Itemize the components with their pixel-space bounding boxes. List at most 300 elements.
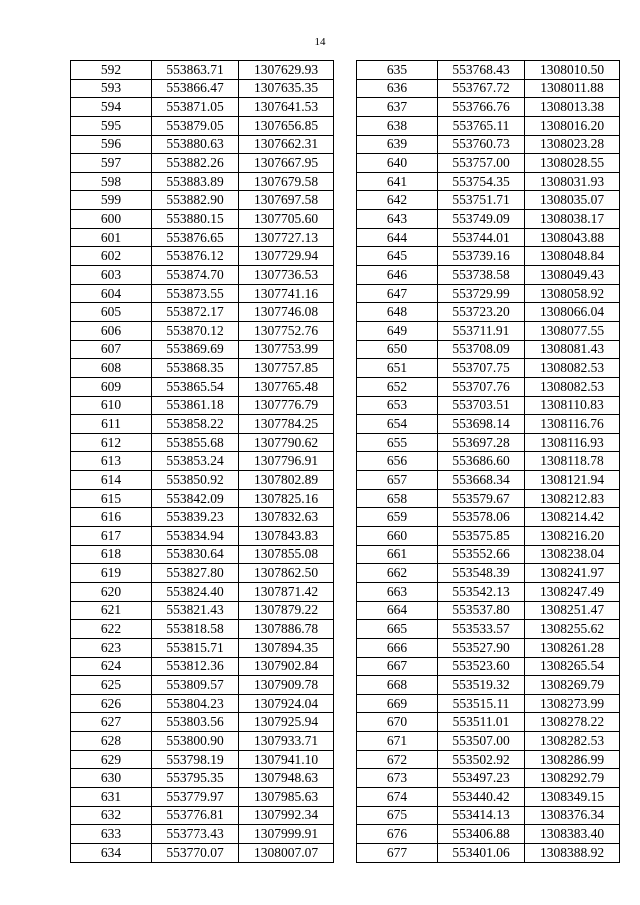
x-coordinate-cell: 553880.63 — [152, 135, 239, 154]
x-coordinate-cell: 553869.69 — [152, 340, 239, 359]
y-coordinate-cell: 1308247.49 — [525, 582, 620, 601]
point-number-cell: 595 — [71, 116, 152, 135]
table-row — [357, 154, 620, 173]
point-number-cell: 617 — [71, 527, 152, 546]
y-coordinate-cell: 1307753.99 — [239, 340, 334, 359]
point-number-cell: 648 — [357, 303, 438, 322]
table-row — [71, 266, 334, 285]
point-number-cell: 602 — [71, 247, 152, 266]
x-coordinate-cell: 553440.42 — [438, 787, 525, 806]
table-row — [357, 210, 620, 229]
table-row — [71, 564, 334, 583]
x-coordinate-cell: 553519.32 — [438, 676, 525, 695]
y-coordinate-cell: 1307948.63 — [239, 769, 334, 788]
y-coordinate-cell: 1308011.88 — [525, 79, 620, 98]
x-coordinate-cell: 553523.60 — [438, 657, 525, 676]
x-coordinate-cell: 553804.23 — [152, 694, 239, 713]
x-coordinate-cell: 553575.85 — [438, 527, 525, 546]
x-coordinate-cell: 553537.80 — [438, 601, 525, 620]
x-coordinate-cell: 553744.01 — [438, 228, 525, 247]
table-row — [71, 303, 334, 322]
x-coordinate-cell: 553739.16 — [438, 247, 525, 266]
y-coordinate-cell: 1308066.04 — [525, 303, 620, 322]
x-coordinate-cell: 553738.58 — [438, 266, 525, 285]
point-number-cell: 666 — [357, 638, 438, 657]
point-number-cell: 616 — [71, 508, 152, 527]
point-number-cell: 659 — [357, 508, 438, 527]
point-number-cell: 593 — [71, 79, 152, 98]
table-row — [71, 620, 334, 639]
y-coordinate-cell: 1307729.94 — [239, 247, 334, 266]
point-number-cell: 597 — [71, 154, 152, 173]
x-coordinate-cell: 553768.43 — [438, 61, 525, 80]
point-number-cell: 640 — [357, 154, 438, 173]
y-coordinate-cell: 1307705.60 — [239, 210, 334, 229]
point-number-cell: 657 — [357, 471, 438, 490]
table-row — [71, 527, 334, 546]
point-number-cell: 633 — [71, 825, 152, 844]
table-row — [357, 676, 620, 695]
table-row — [357, 787, 620, 806]
table-row — [357, 359, 620, 378]
point-number-cell: 611 — [71, 415, 152, 434]
table-row — [357, 266, 620, 285]
table-row — [71, 582, 334, 601]
x-coordinate-cell: 553853.24 — [152, 452, 239, 471]
y-coordinate-cell: 1308286.99 — [525, 750, 620, 769]
table-row — [71, 806, 334, 825]
x-coordinate-cell: 553751.71 — [438, 191, 525, 210]
point-number-cell: 654 — [357, 415, 438, 434]
point-number-cell: 655 — [357, 433, 438, 452]
y-coordinate-cell: 1308118.78 — [525, 452, 620, 471]
x-coordinate-cell: 553865.54 — [152, 377, 239, 396]
table-row — [357, 415, 620, 434]
y-coordinate-cell: 1307765.48 — [239, 377, 334, 396]
x-coordinate-cell: 553698.14 — [438, 415, 525, 434]
point-number-cell: 635 — [357, 61, 438, 80]
table-row — [71, 489, 334, 508]
point-number-cell: 670 — [357, 713, 438, 732]
y-coordinate-cell: 1307635.35 — [239, 79, 334, 98]
table-row — [71, 247, 334, 266]
x-coordinate-cell: 553766.76 — [438, 98, 525, 117]
point-number-cell: 651 — [357, 359, 438, 378]
x-coordinate-cell: 553863.71 — [152, 61, 239, 80]
point-number-cell: 665 — [357, 620, 438, 639]
x-coordinate-cell: 553842.09 — [152, 489, 239, 508]
y-coordinate-cell: 1307902.84 — [239, 657, 334, 676]
x-coordinate-cell: 553858.22 — [152, 415, 239, 434]
table-row — [71, 843, 334, 862]
x-coordinate-cell: 553707.76 — [438, 377, 525, 396]
y-coordinate-cell: 1308216.20 — [525, 527, 620, 546]
point-number-cell: 673 — [357, 769, 438, 788]
x-coordinate-cell: 553824.40 — [152, 582, 239, 601]
y-coordinate-cell: 1308013.38 — [525, 98, 620, 117]
point-number-cell: 615 — [71, 489, 152, 508]
point-number-cell: 645 — [357, 247, 438, 266]
y-coordinate-cell: 1307999.91 — [239, 825, 334, 844]
point-number-cell: 612 — [71, 433, 152, 452]
table-row — [71, 433, 334, 452]
table-row — [357, 228, 620, 247]
point-number-cell: 668 — [357, 676, 438, 695]
table-row — [357, 489, 620, 508]
point-number-cell: 624 — [71, 657, 152, 676]
x-coordinate-cell: 553770.07 — [152, 843, 239, 862]
y-coordinate-cell: 1308077.55 — [525, 321, 620, 340]
x-coordinate-cell: 553866.47 — [152, 79, 239, 98]
y-coordinate-cell: 1307832.63 — [239, 508, 334, 527]
point-number-cell: 632 — [71, 806, 152, 825]
point-number-cell: 598 — [71, 172, 152, 191]
point-number-cell: 667 — [357, 657, 438, 676]
x-coordinate-cell: 553578.06 — [438, 508, 525, 527]
point-number-cell: 627 — [71, 713, 152, 732]
x-coordinate-cell: 553839.23 — [152, 508, 239, 527]
point-number-cell: 675 — [357, 806, 438, 825]
table-row — [71, 415, 334, 434]
table-row — [357, 508, 620, 527]
point-number-cell: 607 — [71, 340, 152, 359]
point-number-cell: 620 — [71, 582, 152, 601]
y-coordinate-cell: 1307667.95 — [239, 154, 334, 173]
table-row — [357, 452, 620, 471]
point-number-cell: 599 — [71, 191, 152, 210]
y-coordinate-cell: 1307679.58 — [239, 172, 334, 191]
x-coordinate-cell: 553882.90 — [152, 191, 239, 210]
x-coordinate-cell: 553830.64 — [152, 545, 239, 564]
point-number-cell: 630 — [71, 769, 152, 788]
table-row — [71, 284, 334, 303]
table-row — [357, 527, 620, 546]
x-coordinate-cell: 553711.91 — [438, 321, 525, 340]
x-coordinate-cell: 553883.89 — [152, 172, 239, 191]
x-coordinate-cell: 553414.13 — [438, 806, 525, 825]
x-coordinate-cell: 553668.34 — [438, 471, 525, 490]
y-coordinate-cell: 1308058.92 — [525, 284, 620, 303]
table-row — [71, 396, 334, 415]
x-coordinate-cell: 553873.55 — [152, 284, 239, 303]
y-coordinate-cell: 1307776.79 — [239, 396, 334, 415]
y-coordinate-cell: 1308023.28 — [525, 135, 620, 154]
x-coordinate-cell: 553834.94 — [152, 527, 239, 546]
point-number-cell: 621 — [71, 601, 152, 620]
x-coordinate-cell: 553703.51 — [438, 396, 525, 415]
table-row — [71, 601, 334, 620]
y-coordinate-cell: 1307662.31 — [239, 135, 334, 154]
y-coordinate-cell: 1307941.10 — [239, 750, 334, 769]
page-number: 14 — [314, 36, 326, 48]
point-number-cell: 638 — [357, 116, 438, 135]
x-coordinate-cell: 553707.75 — [438, 359, 525, 378]
y-coordinate-cell: 1307925.94 — [239, 713, 334, 732]
x-coordinate-cell: 553757.00 — [438, 154, 525, 173]
x-coordinate-cell: 553754.35 — [438, 172, 525, 191]
x-coordinate-cell: 553800.90 — [152, 732, 239, 751]
y-coordinate-cell: 1307746.08 — [239, 303, 334, 322]
y-coordinate-cell: 1307862.50 — [239, 564, 334, 583]
x-coordinate-cell: 553827.80 — [152, 564, 239, 583]
x-coordinate-cell: 553548.39 — [438, 564, 525, 583]
point-number-cell: 600 — [71, 210, 152, 229]
point-number-cell: 619 — [71, 564, 152, 583]
y-coordinate-cell: 1308116.93 — [525, 433, 620, 452]
point-number-cell: 661 — [357, 545, 438, 564]
y-coordinate-cell: 1307843.83 — [239, 527, 334, 546]
y-coordinate-cell: 1308016.20 — [525, 116, 620, 135]
point-number-cell: 641 — [357, 172, 438, 191]
x-coordinate-cell: 553697.28 — [438, 433, 525, 452]
point-number-cell: 608 — [71, 359, 152, 378]
point-number-cell: 663 — [357, 582, 438, 601]
y-coordinate-cell: 1308010.50 — [525, 61, 620, 80]
x-coordinate-cell: 553552.66 — [438, 545, 525, 564]
x-coordinate-cell: 553511.01 — [438, 713, 525, 732]
table-row — [71, 321, 334, 340]
table-row — [71, 825, 334, 844]
point-number-cell: 604 — [71, 284, 152, 303]
point-number-cell: 610 — [71, 396, 152, 415]
table-row — [357, 396, 620, 415]
y-coordinate-cell: 1307985.63 — [239, 787, 334, 806]
x-coordinate-cell: 553870.12 — [152, 321, 239, 340]
x-coordinate-cell: 553868.35 — [152, 359, 239, 378]
x-coordinate-cell: 553497.23 — [438, 769, 525, 788]
y-coordinate-cell: 1307924.04 — [239, 694, 334, 713]
x-coordinate-cell: 553879.05 — [152, 116, 239, 135]
table-row — [357, 79, 620, 98]
y-coordinate-cell: 1307933.71 — [239, 732, 334, 751]
x-coordinate-cell: 553507.00 — [438, 732, 525, 751]
point-number-cell: 647 — [357, 284, 438, 303]
table-row — [71, 508, 334, 527]
y-coordinate-cell: 1308007.07 — [239, 843, 334, 862]
x-coordinate-cell: 553871.05 — [152, 98, 239, 117]
y-coordinate-cell: 1308082.53 — [525, 377, 620, 396]
point-number-cell: 622 — [71, 620, 152, 639]
point-number-cell: 618 — [71, 545, 152, 564]
point-number-cell: 626 — [71, 694, 152, 713]
y-coordinate-cell: 1308082.53 — [525, 359, 620, 378]
table-row — [71, 210, 334, 229]
y-coordinate-cell: 1307757.85 — [239, 359, 334, 378]
table-row — [357, 321, 620, 340]
y-coordinate-cell: 1308049.43 — [525, 266, 620, 285]
y-coordinate-cell: 1308212.83 — [525, 489, 620, 508]
point-number-cell: 609 — [71, 377, 152, 396]
y-coordinate-cell: 1308261.28 — [525, 638, 620, 657]
table-row — [357, 806, 620, 825]
y-coordinate-cell: 1308031.93 — [525, 172, 620, 191]
table-row — [357, 303, 620, 322]
table-row — [357, 657, 620, 676]
y-coordinate-cell: 1308349.15 — [525, 787, 620, 806]
y-coordinate-cell: 1307894.35 — [239, 638, 334, 657]
y-coordinate-cell: 1307909.78 — [239, 676, 334, 695]
x-coordinate-cell: 553880.15 — [152, 210, 239, 229]
table-row — [357, 601, 620, 620]
table-row — [357, 116, 620, 135]
x-coordinate-cell: 553798.19 — [152, 750, 239, 769]
y-coordinate-cell: 1308241.97 — [525, 564, 620, 583]
y-coordinate-cell: 1307879.22 — [239, 601, 334, 620]
table-row — [71, 787, 334, 806]
table-row — [357, 284, 620, 303]
x-coordinate-cell: 553876.65 — [152, 228, 239, 247]
point-number-cell: 642 — [357, 191, 438, 210]
table-row — [357, 769, 620, 788]
y-coordinate-cell: 1307802.89 — [239, 471, 334, 490]
y-coordinate-cell: 1308035.07 — [525, 191, 620, 210]
point-number-cell: 646 — [357, 266, 438, 285]
x-coordinate-cell: 553809.57 — [152, 676, 239, 695]
table-row — [357, 433, 620, 452]
y-coordinate-cell: 1308388.92 — [525, 843, 620, 862]
point-number-cell: 649 — [357, 321, 438, 340]
table-row — [71, 750, 334, 769]
x-coordinate-cell: 553401.06 — [438, 843, 525, 862]
x-coordinate-cell: 553795.35 — [152, 769, 239, 788]
y-coordinate-cell: 1307736.53 — [239, 266, 334, 285]
point-number-cell: 660 — [357, 527, 438, 546]
y-coordinate-cell: 1308273.99 — [525, 694, 620, 713]
y-coordinate-cell: 1308121.94 — [525, 471, 620, 490]
point-number-cell: 671 — [357, 732, 438, 751]
x-coordinate-cell: 553533.57 — [438, 620, 525, 639]
point-number-cell: 669 — [357, 694, 438, 713]
y-coordinate-cell: 1307790.62 — [239, 433, 334, 452]
table-row — [71, 135, 334, 154]
x-coordinate-cell: 553749.09 — [438, 210, 525, 229]
y-coordinate-cell: 1308043.88 — [525, 228, 620, 247]
y-coordinate-cell: 1307825.16 — [239, 489, 334, 508]
point-number-cell: 606 — [71, 321, 152, 340]
x-coordinate-cell: 553723.20 — [438, 303, 525, 322]
x-coordinate-cell: 553708.09 — [438, 340, 525, 359]
coordinates-table-left — [70, 60, 334, 863]
table-row — [357, 564, 620, 583]
table-row — [71, 452, 334, 471]
point-number-cell: 613 — [71, 452, 152, 471]
table-row — [71, 228, 334, 247]
x-coordinate-cell: 553579.67 — [438, 489, 525, 508]
x-coordinate-cell: 553821.43 — [152, 601, 239, 620]
x-coordinate-cell: 553803.56 — [152, 713, 239, 732]
table-row — [71, 116, 334, 135]
point-number-cell: 623 — [71, 638, 152, 657]
table-row — [357, 191, 620, 210]
table-row — [71, 676, 334, 695]
y-coordinate-cell: 1308038.17 — [525, 210, 620, 229]
y-coordinate-cell: 1308251.47 — [525, 601, 620, 620]
x-coordinate-cell: 553815.71 — [152, 638, 239, 657]
point-number-cell: 672 — [357, 750, 438, 769]
table-row — [71, 340, 334, 359]
table-row — [71, 172, 334, 191]
point-number-cell: 676 — [357, 825, 438, 844]
x-coordinate-cell: 553515.11 — [438, 694, 525, 713]
x-coordinate-cell: 553686.60 — [438, 452, 525, 471]
table-row — [71, 79, 334, 98]
point-number-cell: 639 — [357, 135, 438, 154]
table-row — [357, 620, 620, 639]
x-coordinate-cell: 553850.92 — [152, 471, 239, 490]
point-number-cell: 637 — [357, 98, 438, 117]
point-number-cell: 631 — [71, 787, 152, 806]
table-row — [71, 377, 334, 396]
table-row — [357, 582, 620, 601]
y-coordinate-cell: 1308238.04 — [525, 545, 620, 564]
x-coordinate-cell: 553502.92 — [438, 750, 525, 769]
point-number-cell: 677 — [357, 843, 438, 862]
y-coordinate-cell: 1307741.16 — [239, 284, 334, 303]
table-row — [71, 471, 334, 490]
coordinates-table-right — [356, 60, 620, 863]
y-coordinate-cell: 1308028.55 — [525, 154, 620, 173]
point-number-cell: 634 — [71, 843, 152, 862]
point-number-cell: 644 — [357, 228, 438, 247]
y-coordinate-cell: 1307697.58 — [239, 191, 334, 210]
y-coordinate-cell: 1307855.08 — [239, 545, 334, 564]
point-number-cell: 653 — [357, 396, 438, 415]
x-coordinate-cell: 553872.17 — [152, 303, 239, 322]
table-row — [71, 638, 334, 657]
y-coordinate-cell: 1307796.91 — [239, 452, 334, 471]
y-coordinate-cell: 1307656.85 — [239, 116, 334, 135]
x-coordinate-cell: 553874.70 — [152, 266, 239, 285]
point-number-cell: 625 — [71, 676, 152, 695]
table-row — [357, 713, 620, 732]
table-row — [357, 377, 620, 396]
point-number-cell: 662 — [357, 564, 438, 583]
table-row — [71, 154, 334, 173]
table-row — [71, 657, 334, 676]
x-coordinate-cell: 553773.43 — [152, 825, 239, 844]
y-coordinate-cell: 1308081.43 — [525, 340, 620, 359]
point-number-cell: 594 — [71, 98, 152, 117]
point-number-cell: 664 — [357, 601, 438, 620]
y-coordinate-cell: 1307752.76 — [239, 321, 334, 340]
y-coordinate-cell: 1308214.42 — [525, 508, 620, 527]
table-row — [357, 694, 620, 713]
y-coordinate-cell: 1307992.34 — [239, 806, 334, 825]
x-coordinate-cell: 553765.11 — [438, 116, 525, 135]
table-row — [71, 545, 334, 564]
x-coordinate-cell: 553767.72 — [438, 79, 525, 98]
point-number-cell: 629 — [71, 750, 152, 769]
x-coordinate-cell: 553406.88 — [438, 825, 525, 844]
table-row — [357, 340, 620, 359]
table-row — [71, 713, 334, 732]
y-coordinate-cell: 1308048.84 — [525, 247, 620, 266]
x-coordinate-cell: 553861.18 — [152, 396, 239, 415]
x-coordinate-cell: 553729.99 — [438, 284, 525, 303]
y-coordinate-cell: 1307641.53 — [239, 98, 334, 117]
y-coordinate-cell: 1308292.79 — [525, 769, 620, 788]
y-coordinate-cell: 1308282.53 — [525, 732, 620, 751]
table-row — [357, 843, 620, 862]
y-coordinate-cell: 1308110.83 — [525, 396, 620, 415]
y-coordinate-cell: 1307886.78 — [239, 620, 334, 639]
y-coordinate-cell: 1308265.54 — [525, 657, 620, 676]
table-row — [71, 694, 334, 713]
point-number-cell: 656 — [357, 452, 438, 471]
table-row — [71, 732, 334, 751]
x-coordinate-cell: 553818.58 — [152, 620, 239, 639]
x-coordinate-cell: 553779.97 — [152, 787, 239, 806]
